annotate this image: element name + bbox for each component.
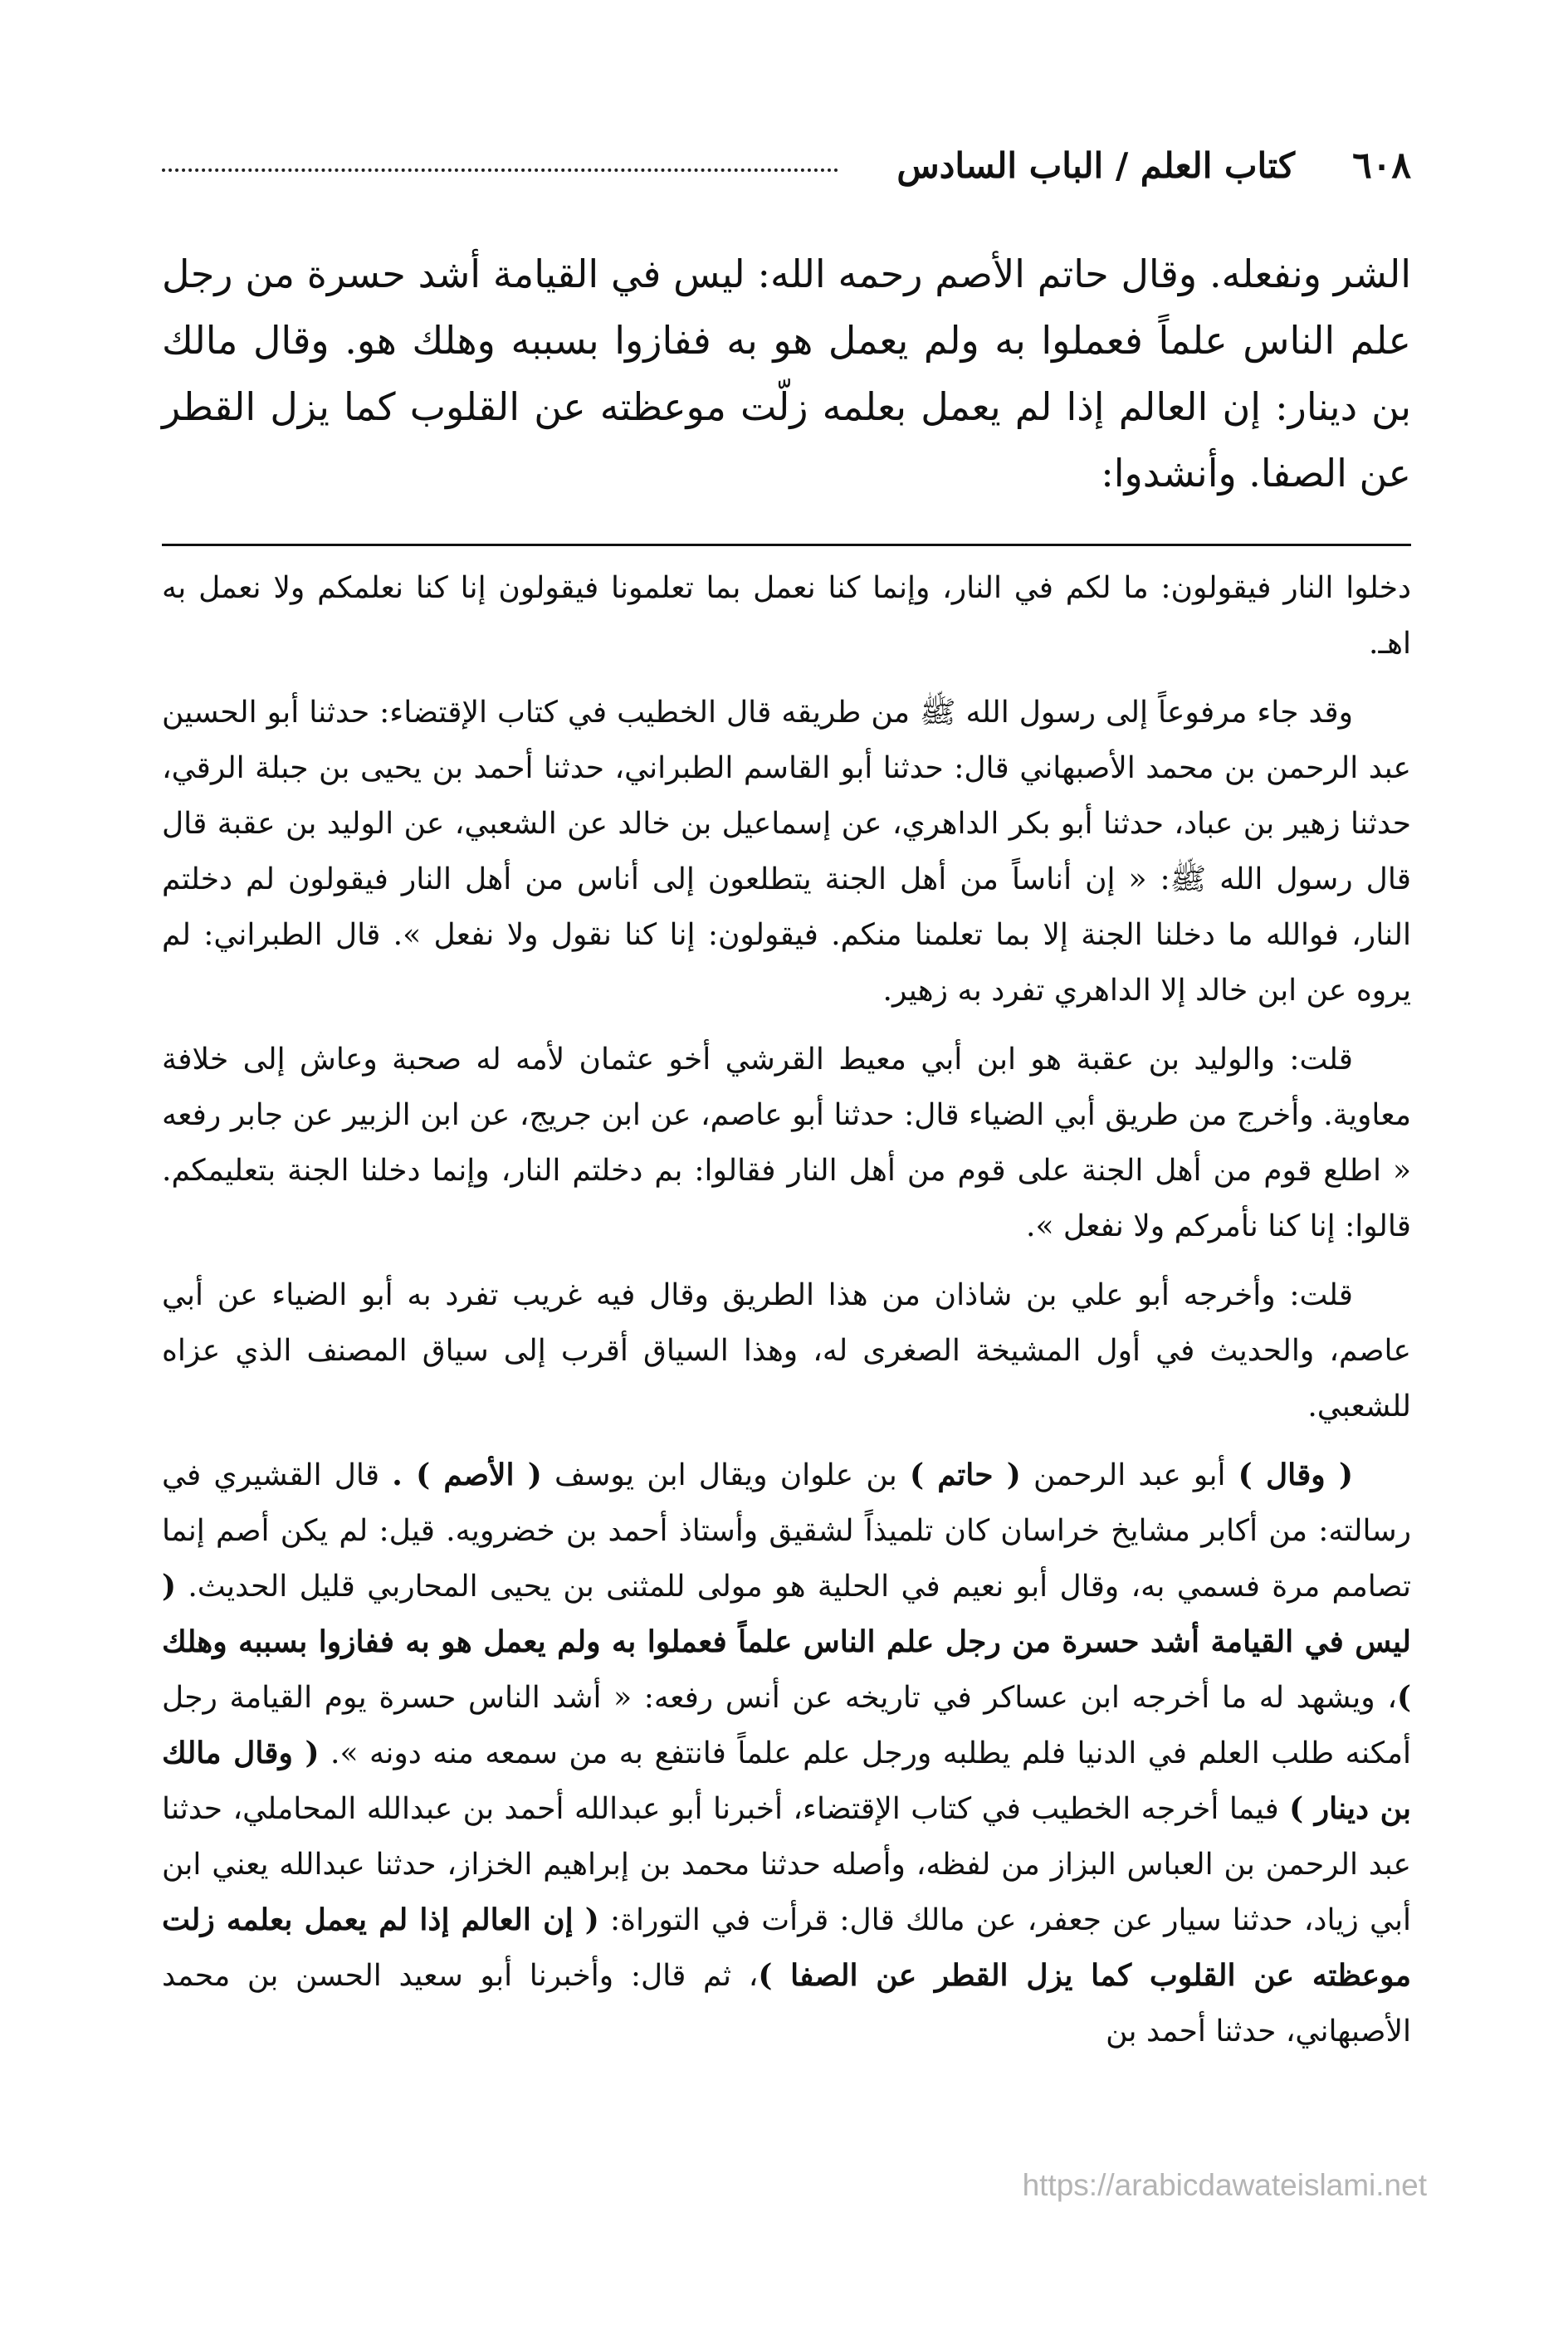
commentary-paragraph-2: وقد جاء مرفوعاً إلى رسول الله ﷺ من طريقه قال الخطيب في كتاب الإقتضاء: حدثنا أبو الحسين عبد الرحمن بن محمد الأصبهاني قال: حدثنا أبو القاسم الطبراني، حدثنا أحمد بن يحيى بن جبلة الرقي، حدثنا زهير بن عباد، حدثنا أبو بكر الداهري، عن إسماعيل بن خالد عن الشعبي، عن الوليد بن عقبة قال قال رسول الله ﷺ: « إن أناساً من أهل الجنة يتطلعون إلى أناس من أهل النار فيقولون لم دخلتم النار، فوالله ما دخلنا الجنة إلا بما تعلمنا منكم. فيقولون: إنا كنا نقول ولا نفعل ». قال الطبراني: لم يروه عن ابن خالد إلا الداهري تفرد به زهير. — [162, 696, 1411, 1008]
main-text: الشر ونفعله. وقال حاتم الأصم رحمه الله: ليس في القيامة أشد حسرة من رجل علم الناس علماً فعملوا به ولم يعمل هو به ففازوا بسببه وهلك هو. وقال مالك بن دينار: إن العالم إذا لم يعمل بعلمه زلّت موعظته عن القلوب كما يزل القطر عن الصفا. وأنشدوا: — [162, 251, 1411, 496]
dotted-leader — [162, 168, 838, 172]
commentary-text: بن علوان ويقال ابن يوسف — [541, 1458, 910, 1492]
commentary-text: قال القشيري في رسالته: من أكابر مشايخ خراسان كان تلميذاً لشقيق وأستاذ أحمد بن خضرويه. قيل: لم يكن أصم إنما تصامم مرة فسمي به، وقال أبو نعيم في الحلية هو مولى للمثنى بن يحيى المحاربي قليل الحديث. — [162, 1458, 1411, 1604]
quoted-phrase: ( ليس في القيامة أشد حسرة من رجل علم الناس علماً فعملوا به ولم يعمل هو به ففازوا بسببه وهلك ) — [162, 1569, 1411, 1715]
commentary-text: ، ويشهد له ما أخرجه ابن عساكر في تاريخه عن أنس رفعه: « أشد الناس حسرة يوم القيامة رجل أمكنه طلب العلم في الدنيا فلم يطلبه ورجل علم علماً فانتفع به من سمعه منه دونه ». — [162, 1681, 1411, 1770]
commentary-paragraph-1: دخلوا النار فيقولون: ما لكم في النار، وإنما كنا نعمل بما تعلمونا فيقولون إنا كنا نعلمكم ولا نعمل به اهـ. — [162, 571, 1411, 661]
commentary-paragraph-3: قلت: والوليد بن عقبة هو ابن أبي معيط القرشي أخو عثمان لأمه له صحبة وعاش إلى خلافة معاوية. وأخرج من طريق أبي الضياء قال: حدثنا أبو عاصم، عن ابن جريج، عن ابن الزبير عن جابر رفعه « اطلع قوم من أهل الجنة على قوم من أهل النار فقالوا: بم دخلتم النار، وإنما دخلنا الجنة بتعليمكم. قالوا: إنا كنا نأمركم ولا نفعل ». — [162, 1043, 1411, 1243]
commentary-paragraph-5 — [162, 1448, 1411, 2059]
commentary-text: فيما أخرجه الخطيب في كتاب الإقتضاء، أخبرنا أبو عبدالله أحمد بن عبدالله المحاملي، حدثنا عبد الرحمن بن العباس البزاز من لفظه، وأصله حدثنا محمد بن إبراهيم الخزاز، حدثنا عبدالله يعني ابن أبي زياد، حدثنا سيار عن جعفر، عن مالك قال: قرأت في التوراة: — [162, 1792, 1411, 1937]
commentary-paragraph-4: قلت: وأخرجه أبو علي بن شاذان من هذا الطريق وقال فيه غريب تفرد به أبو الضياء عن أبي عاصم، والحديث في أول المشيخة الصغرى له، وهذا السياق أقرب إلى سياق المصنف الذي عزاه للشعبي. — [162, 1278, 1411, 1423]
quoted-phrase: ( حاتم ) — [909, 1458, 1021, 1492]
running-title: كتاب العلم / الباب السادس — [896, 145, 1295, 186]
watermark-url: https://arabicdawateislami.net — [1022, 2168, 1427, 2202]
commentary-text: ، ثم قال: وأخبرنا أبو سعيد الحسن بن محمد الأصبهاني، حدثنا أحمد بن — [162, 1959, 1411, 2049]
footnote-divider — [162, 544, 1411, 546]
quoted-phrase: ( إن العالم إذا لم يعمل بعلمه زلت موعظته عن القلوب كما يزل القطر عن الصفا ) — [162, 1902, 1411, 1993]
page-number: ٦٠٨ — [1352, 144, 1411, 187]
page-header — [162, 137, 1411, 195]
commentary-text: أبو عبد الرحمن — [1020, 1458, 1238, 1492]
quoted-phrase: ( وقال مالك بن دينار ) — [162, 1736, 1412, 1826]
commentary — [162, 560, 1411, 2073]
quoted-phrase: ( وقال ) — [1238, 1458, 1353, 1492]
quoted-phrase: ( الأصم ) . — [392, 1458, 542, 1492]
